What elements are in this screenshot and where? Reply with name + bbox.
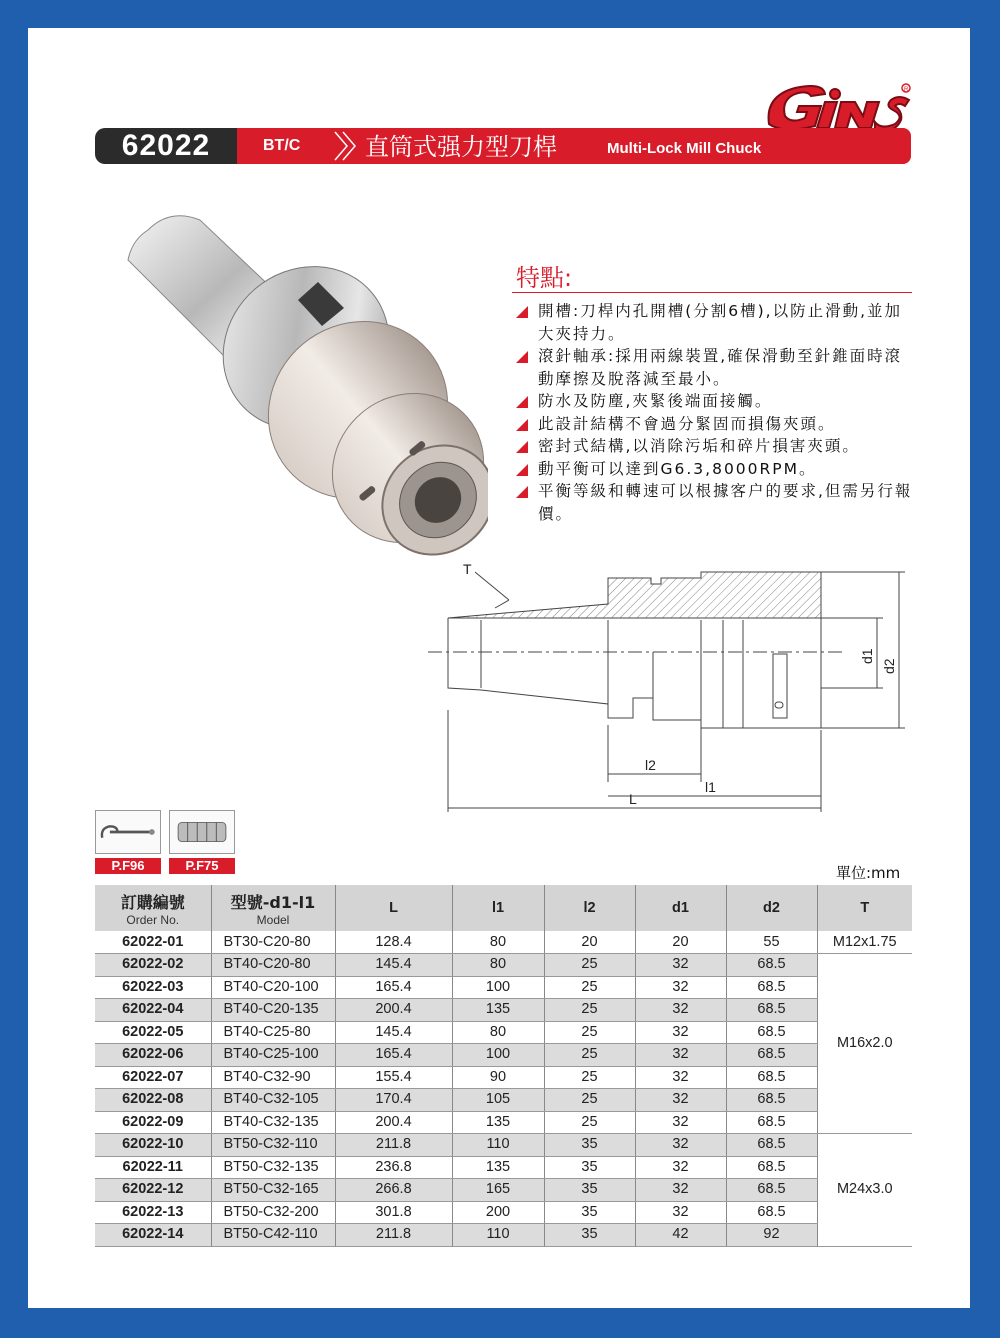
cell-L: 200.4 xyxy=(335,1111,452,1134)
cell-l1: 110 xyxy=(452,1134,544,1157)
cell-order: 62022-14 xyxy=(95,1224,211,1247)
table-row xyxy=(95,1134,912,1157)
cell-l2: 35 xyxy=(544,1224,635,1247)
cell-d2: 68.5 xyxy=(726,1201,817,1224)
cell-l2: 25 xyxy=(544,954,635,977)
cell-L: 211.8 xyxy=(335,1134,452,1157)
cell-d2: 68.5 xyxy=(726,1134,817,1157)
table-row xyxy=(95,1179,912,1202)
hook-wrench-icon xyxy=(95,810,161,854)
cell-L: 301.8 xyxy=(335,1201,452,1224)
table-row xyxy=(95,976,912,999)
feature-item: 開槽:刀桿内孔開槽(分割6槽),以防止滑動,並加大夾持力。 xyxy=(516,300,916,345)
cell-L: 155.4 xyxy=(335,1066,452,1089)
header-L: L xyxy=(335,885,452,931)
cell-l1: 135 xyxy=(452,1111,544,1134)
cell-d1: 32 xyxy=(635,1156,726,1179)
triangle-bullet-icon xyxy=(516,486,528,498)
features-divider xyxy=(512,292,912,293)
cell-L: 165.4 xyxy=(335,1044,452,1067)
feature-item: 動平衡可以達到G6.3,8000RPM。 xyxy=(516,458,916,481)
cell-l1: 90 xyxy=(452,1066,544,1089)
cell-model: BT50-C32-135 xyxy=(211,1156,335,1179)
cell-l2: 35 xyxy=(544,1134,635,1157)
unit-label: 單位:mm xyxy=(836,864,901,882)
cell-l2: 20 xyxy=(544,931,635,954)
cell-model: BT40-C32-105 xyxy=(211,1089,335,1112)
cell-d1: 32 xyxy=(635,1089,726,1112)
label-d1: d1 xyxy=(859,648,875,664)
cell-L: 128.4 xyxy=(335,931,452,954)
cell-L: 236.8 xyxy=(335,1156,452,1179)
cell-d2: 68.5 xyxy=(726,1111,817,1134)
label-L: L xyxy=(629,791,637,807)
cell-d1: 32 xyxy=(635,954,726,977)
table-header-row xyxy=(95,885,912,931)
table-row xyxy=(95,931,912,954)
cell-l2: 35 xyxy=(544,1201,635,1224)
cell-l1: 80 xyxy=(452,931,544,954)
cell-model: BT50-C32-165 xyxy=(211,1179,335,1202)
cell-l2: 25 xyxy=(544,976,635,999)
label-l2: l2 xyxy=(645,757,656,773)
cell-L: 211.8 xyxy=(335,1224,452,1247)
cell-order: 62022-08 xyxy=(95,1089,211,1112)
feature-item: 滾針軸承:採用兩線裝置,確保滑動至針錐面時滾動摩擦及脫落減至最小。 xyxy=(516,345,916,390)
header-d2: d2 xyxy=(726,885,817,931)
cell-d2: 68.5 xyxy=(726,1066,817,1089)
cell-d2: 55 xyxy=(726,931,817,954)
svg-text:R: R xyxy=(904,87,909,93)
cell-d1: 32 xyxy=(635,999,726,1022)
accessory-label: P.F96 xyxy=(95,858,161,874)
product-title-cn: 直筒式强力型刀桿 xyxy=(365,133,557,161)
cell-model: BT40-C32-90 xyxy=(211,1066,335,1089)
cell-l1: 110 xyxy=(452,1224,544,1247)
cell-l2: 25 xyxy=(544,1089,635,1112)
header-model: 型號-d1-l1 Model xyxy=(211,885,335,931)
header-order: 訂購編號 Order No. xyxy=(95,885,211,931)
cell-order: 62022-06 xyxy=(95,1044,211,1067)
cell-l1: 135 xyxy=(452,999,544,1022)
cell-l2: 25 xyxy=(544,1111,635,1134)
cell-model: BT50-C32-110 xyxy=(211,1134,335,1157)
feature-item: 防水及防塵,夾緊後端面接觸。 xyxy=(516,390,916,413)
table-row xyxy=(95,1089,912,1112)
cell-l2: 35 xyxy=(544,1156,635,1179)
cell-d1: 32 xyxy=(635,1066,726,1089)
cell-d1: 32 xyxy=(635,1111,726,1134)
header-l2: l2 xyxy=(544,885,635,931)
triangle-bullet-icon xyxy=(516,351,528,363)
cell-order: 62022-11 xyxy=(95,1156,211,1179)
table-row xyxy=(95,1224,912,1247)
cell-l1: 105 xyxy=(452,1089,544,1112)
triangle-bullet-icon xyxy=(516,464,528,476)
cell-d1: 32 xyxy=(635,1201,726,1224)
cell-l1: 200 xyxy=(452,1201,544,1224)
label-l1: l1 xyxy=(705,779,716,795)
triangle-bullet-icon xyxy=(516,419,528,431)
header-d1: d1 xyxy=(635,885,726,931)
cell-model: BT40-C25-80 xyxy=(211,1021,335,1044)
feature-item: 平衡等級和轉速可以根據客户的要求,但需另行報價。 xyxy=(516,480,916,525)
product-photo xyxy=(108,190,488,580)
chevron-right-icon xyxy=(331,128,361,164)
cell-model: BT50-C32-200 xyxy=(211,1201,335,1224)
cell-d2: 92 xyxy=(726,1224,817,1247)
cell-model: BT40-C32-135 xyxy=(211,1111,335,1134)
cell-order: 62022-10 xyxy=(95,1134,211,1157)
cell-order: 62022-09 xyxy=(95,1111,211,1134)
table-row xyxy=(95,1156,912,1179)
cell-l1: 100 xyxy=(452,1044,544,1067)
triangle-bullet-icon xyxy=(516,396,528,408)
table-row xyxy=(95,1111,912,1134)
cell-order: 62022-05 xyxy=(95,1021,211,1044)
accessory-label: P.F75 xyxy=(169,858,235,874)
cell-L: 145.4 xyxy=(335,954,452,977)
cell-order: 62022-02 xyxy=(95,954,211,977)
cell-order: 62022-04 xyxy=(95,999,211,1022)
cell-order: 62022-13 xyxy=(95,1201,211,1224)
cell-d2: 68.5 xyxy=(726,1089,817,1112)
collet-icon xyxy=(169,810,235,854)
cell-order: 62022-07 xyxy=(95,1066,211,1089)
cell-model: BT40-C20-135 xyxy=(211,999,335,1022)
feature-item: 密封式結構,以消除污垢和碎片損害夾頭。 xyxy=(516,435,916,458)
cell-T: M24x3.0 xyxy=(817,1134,912,1247)
cell-d2: 68.5 xyxy=(726,976,817,999)
cell-L: 266.8 xyxy=(335,1179,452,1202)
triangle-bullet-icon xyxy=(516,441,528,453)
cell-model: BT40-C20-100 xyxy=(211,976,335,999)
table-row xyxy=(95,999,912,1022)
cell-l1: 165 xyxy=(452,1179,544,1202)
table-row xyxy=(95,1201,912,1224)
table-row xyxy=(95,1066,912,1089)
cell-model: BT30-C20-80 xyxy=(211,931,335,954)
features-list xyxy=(516,300,916,525)
label-d2: d2 xyxy=(881,658,897,674)
catalog-page xyxy=(28,28,970,1308)
cell-d2: 68.5 xyxy=(726,1021,817,1044)
cell-l1: 100 xyxy=(452,976,544,999)
cell-model: BT40-C20-80 xyxy=(211,954,335,977)
cell-l2: 25 xyxy=(544,999,635,1022)
table-row xyxy=(95,1021,912,1044)
cell-d2: 68.5 xyxy=(726,954,817,977)
cell-model: BT50-C42-110 xyxy=(211,1224,335,1247)
spec-table xyxy=(95,885,912,1247)
product-type: BT/C xyxy=(263,137,301,154)
product-code: 62022 xyxy=(95,128,237,164)
cell-order: 62022-01 xyxy=(95,931,211,954)
cell-L: 170.4 xyxy=(335,1089,452,1112)
features-title: 特點: xyxy=(516,264,573,292)
cell-l2: 35 xyxy=(544,1179,635,1202)
product-header xyxy=(95,128,911,164)
cell-l1: 80 xyxy=(452,954,544,977)
cell-L: 145.4 xyxy=(335,1021,452,1044)
cell-d1: 42 xyxy=(635,1224,726,1247)
cell-l1: 135 xyxy=(452,1156,544,1179)
table-row xyxy=(95,954,912,977)
cell-L: 200.4 xyxy=(335,999,452,1022)
feature-item: 此設計結構不會過分緊固而損傷夾頭。 xyxy=(516,413,916,436)
cell-T: M16x2.0 xyxy=(817,954,912,1134)
cell-order: 62022-03 xyxy=(95,976,211,999)
cell-d2: 68.5 xyxy=(726,1044,817,1067)
cell-l1: 80 xyxy=(452,1021,544,1044)
header-T: T xyxy=(817,885,912,931)
cell-l2: 25 xyxy=(544,1044,635,1067)
technical-drawing xyxy=(423,560,933,822)
cell-model: BT40-C25-100 xyxy=(211,1044,335,1067)
cell-d1: 32 xyxy=(635,976,726,999)
cell-d1: 32 xyxy=(635,1134,726,1157)
cell-d1: 20 xyxy=(635,931,726,954)
cell-l2: 25 xyxy=(544,1021,635,1044)
product-title-en: Multi-Lock Mill Chuck xyxy=(607,140,762,157)
cell-L: 165.4 xyxy=(335,976,452,999)
cell-d2: 68.5 xyxy=(726,1179,817,1202)
cell-d2: 68.5 xyxy=(726,1156,817,1179)
header-l1: l1 xyxy=(452,885,544,931)
cell-d1: 32 xyxy=(635,1044,726,1067)
cell-T: M12x1.75 xyxy=(817,931,912,954)
cell-l2: 25 xyxy=(544,1066,635,1089)
cell-d1: 32 xyxy=(635,1021,726,1044)
table-row xyxy=(95,1044,912,1067)
cell-order: 62022-12 xyxy=(95,1179,211,1202)
label-T: T xyxy=(463,561,472,577)
cell-d1: 32 xyxy=(635,1179,726,1202)
gin-logo xyxy=(763,72,913,136)
triangle-bullet-icon xyxy=(516,306,528,318)
cell-d2: 68.5 xyxy=(726,999,817,1022)
